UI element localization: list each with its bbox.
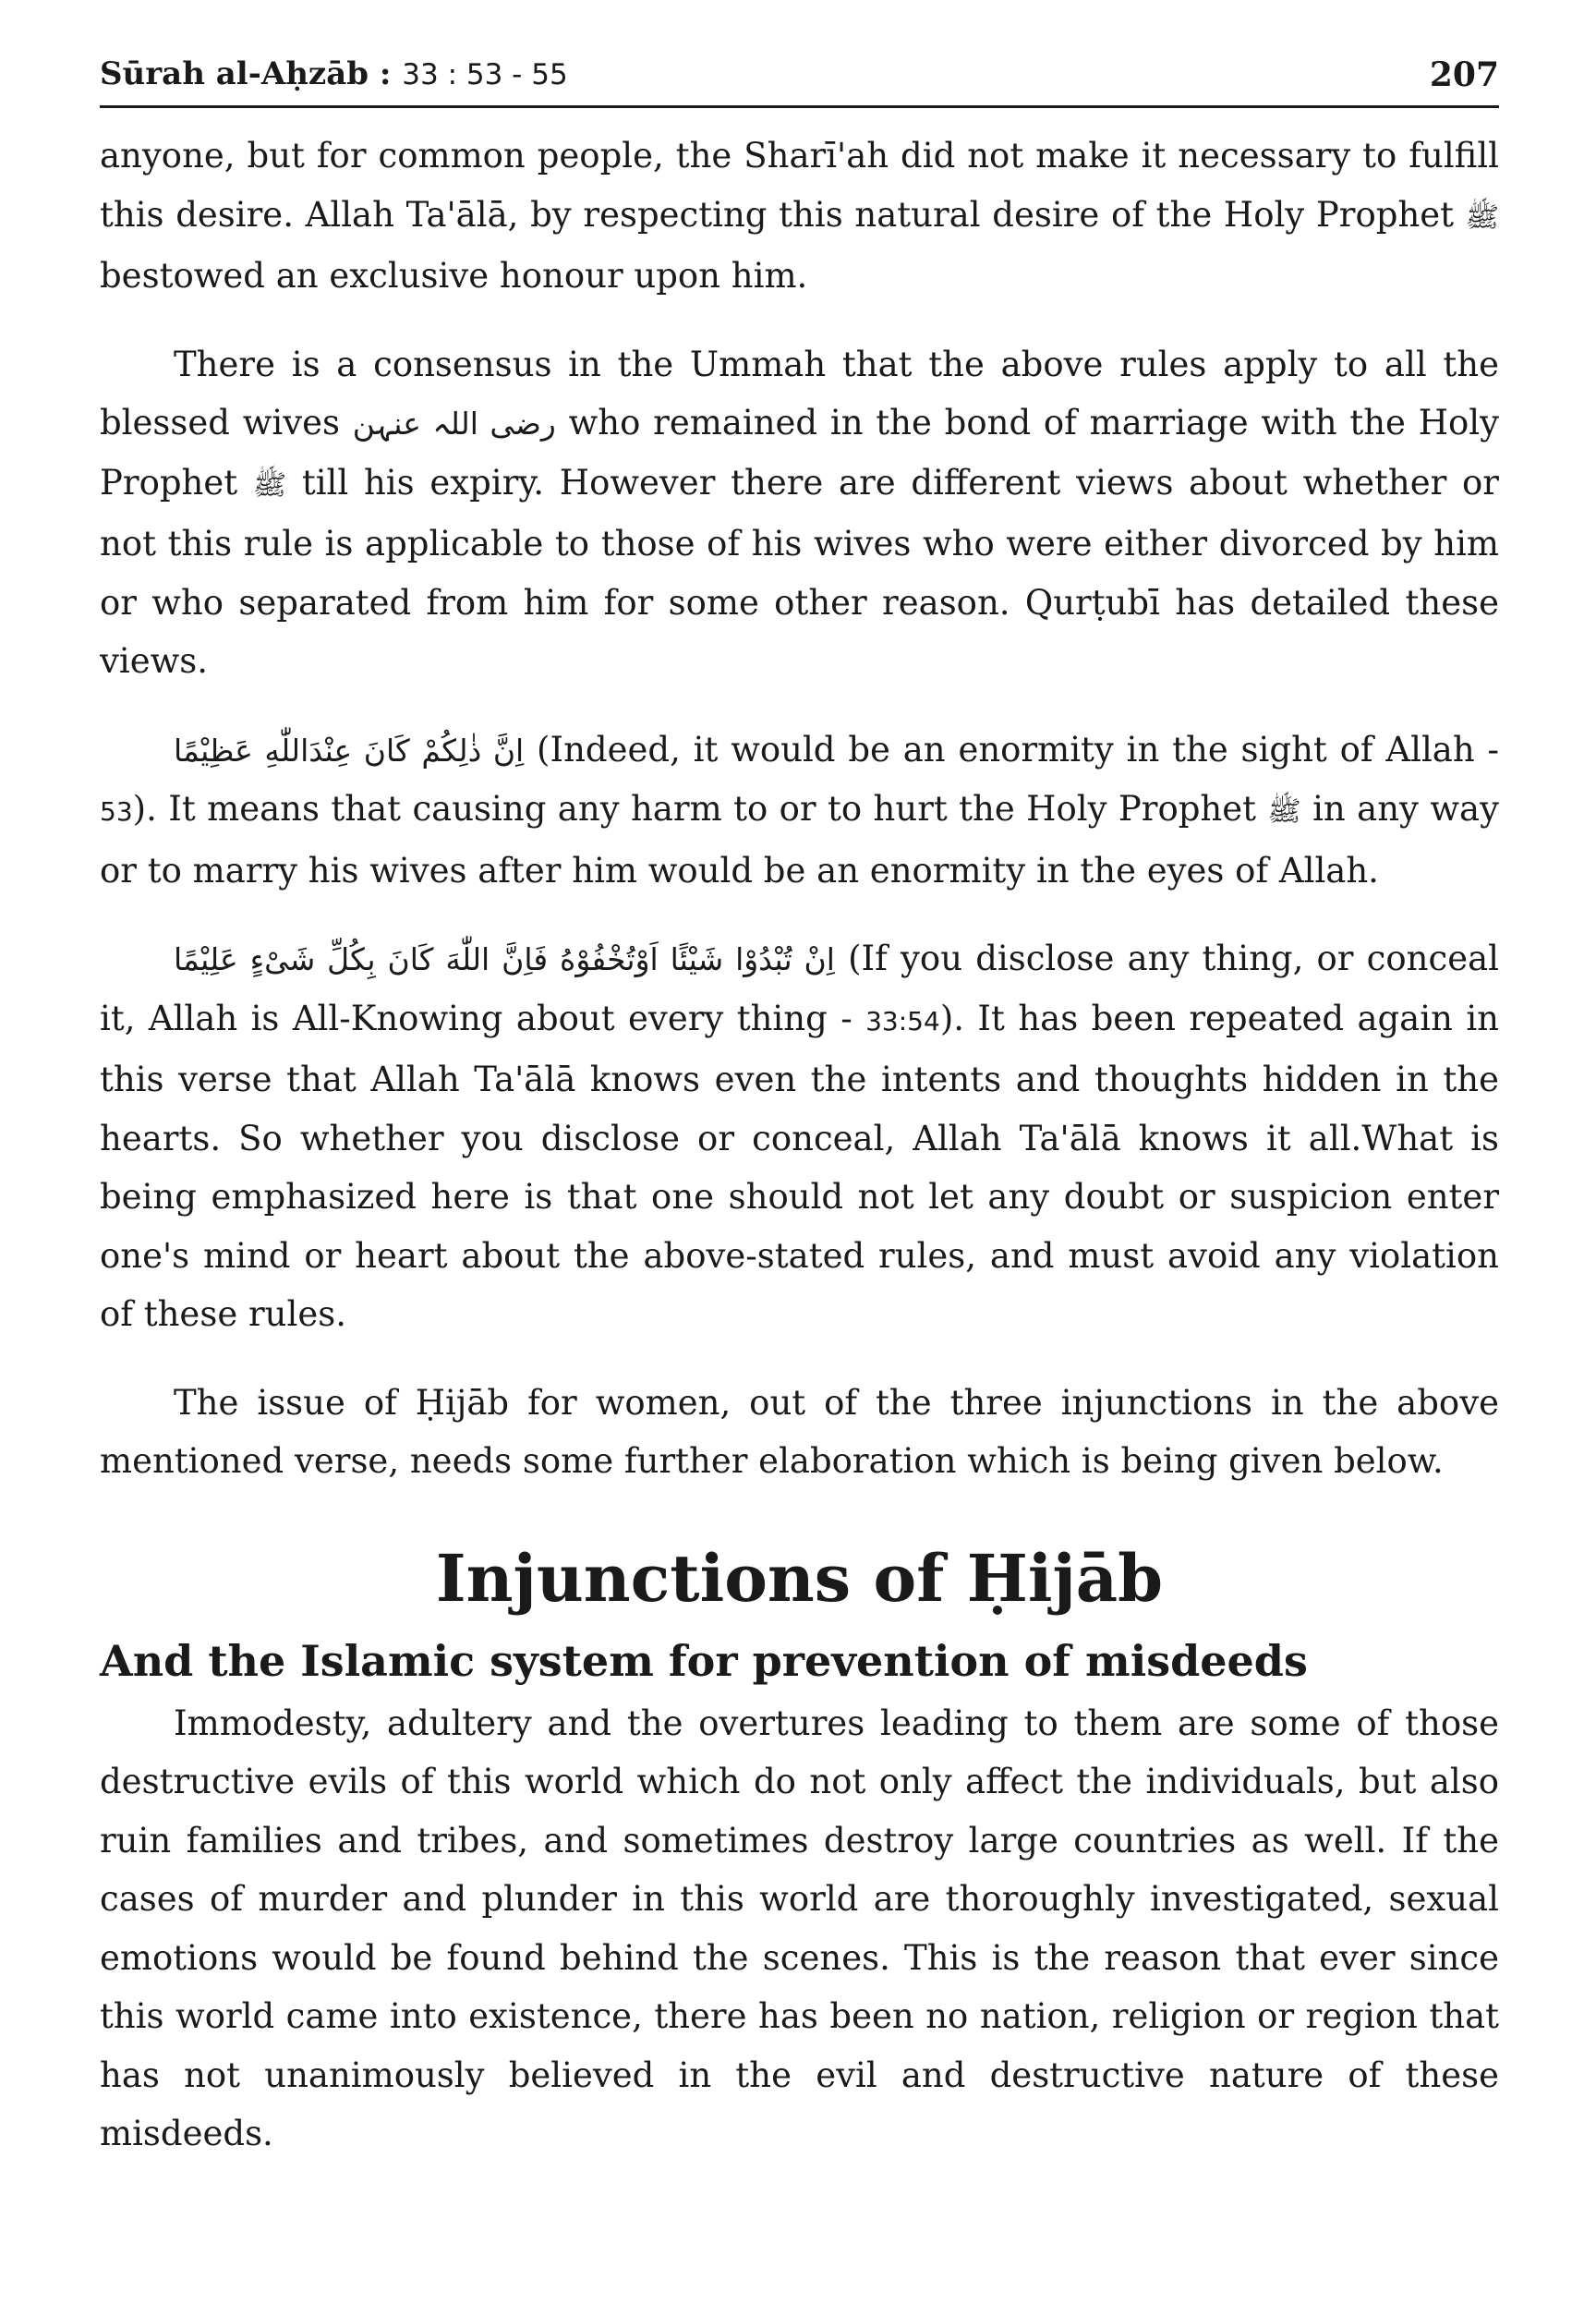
paragraph-6: Immodesty, adultery and the overtures leading to them are some of those destructive evils of this world which do not only affect the individuals, but also ruin families and tribes, and sometimes destroy large countries as well. If the cases of murder and plunder in this world are thoroughly investigated, sexual emotions would be found behind the scenes. This is the reason that ever since this world came into existence, there has been no nation, religion or region that has not unanimously believed in the evil and destructive nature of these misdeeds. — [100, 1703, 1499, 2153]
paragraph-3-text-c: in any way or to marry his wives after him would be an enormity in the eyes of Allah. — [100, 789, 1500, 891]
book-page — [100, 50, 1499, 2164]
paragraph-4 — [100, 929, 1499, 1344]
paragraph-3 — [100, 721, 1499, 901]
paragraph-3-text-a: (Indeed, it would be an enormity in the sight of Allah - — [524, 729, 1499, 770]
verse-reference: 33 : 53 - 55 — [402, 58, 568, 91]
paragraph-1-text-a: anyone, but for common people, the Sharī'ah did not make it necessary to fulfill this desire. Allah Ta'ālā, by respecting this natural desire of the Holy Prophet — [100, 136, 1499, 235]
paragraph-2 — [100, 335, 1499, 691]
verse-ref: 33:54 — [865, 1005, 940, 1036]
paragraph-2-text-c: till his expiry. However there are different views about whether or not this rule is applicable to those of his wives who were either divorced by him or who separated from him for some other reason. Qurṭubī has detailed these views. — [100, 462, 1499, 681]
paragraph-2-text-a: There is a consensus in the Ummah that the above rules apply to all the blessed wives — [100, 344, 1499, 442]
paragraph-4-text-b: ). It has been repeated again in this verse that Allah Ta'ālā knows even the intents and thoughts hidden in the hearts. So whether you disclose or conceal, Allah Ta'ālā knows it all.What is being emphasized here is that one should not let any doubt or suspicion enter one's mind or heart about the above-stated rules, and must avoid any violation of these rules. — [100, 998, 1499, 1334]
section-subheading: And the Islamic system for prevention of misdeeds — [100, 1635, 1308, 1686]
paragraph-2-text-b: who remained in the bond of marriage with the Holy Prophet — [100, 403, 1499, 503]
verse-ref: 53 — [100, 796, 133, 827]
paragraph-1 — [100, 127, 1499, 306]
salutation-glyph: ﷺ — [1267, 795, 1301, 828]
arabic-verse: اِنَّ ذٰلِكُمْ كَانَ عِنْدَاللّٰهِ عَظِيْمًا — [174, 732, 525, 769]
page-number: 207 — [1429, 55, 1499, 94]
running-header — [100, 50, 1499, 108]
surah-title-text: Sūrah al-Aḥzāb : — [100, 55, 403, 92]
surah-title — [100, 55, 568, 92]
paragraph-1-text-b: bestowed an exclusive honour upon him. — [100, 256, 808, 296]
paragraph-5: The issue of Ḥijāb for women, out of the three injunctions in the above mentioned verse, needs some further elaboration which is being given below. — [100, 1382, 1499, 1481]
section-heading: Injunctions of Ḥijāb — [435, 1539, 1164, 1617]
paragraph-3-text-b: ). It means that causing any harm to or to hurt the Holy Prophet — [132, 789, 1268, 829]
body-text — [100, 127, 1499, 2164]
arabic-verse: اِنْ تُبْدُوْا شَيْئًا اَوْتُخْفُوْهُ فَاِنَّ اللّٰهَ كَانَ بِكُلِّ شَیْءٍ عَلِيْمًا — [174, 941, 835, 977]
paragraph-4-text-a: (If you disclose any thing, or conceal it, Allah is All-Knowing about every thing - — [100, 939, 1499, 1038]
salutation-glyph: ﷺ — [1465, 200, 1499, 234]
arabic-honorific: رضی اللہ عنہن — [352, 406, 556, 442]
salutation-glyph: ﷺ — [252, 468, 287, 502]
